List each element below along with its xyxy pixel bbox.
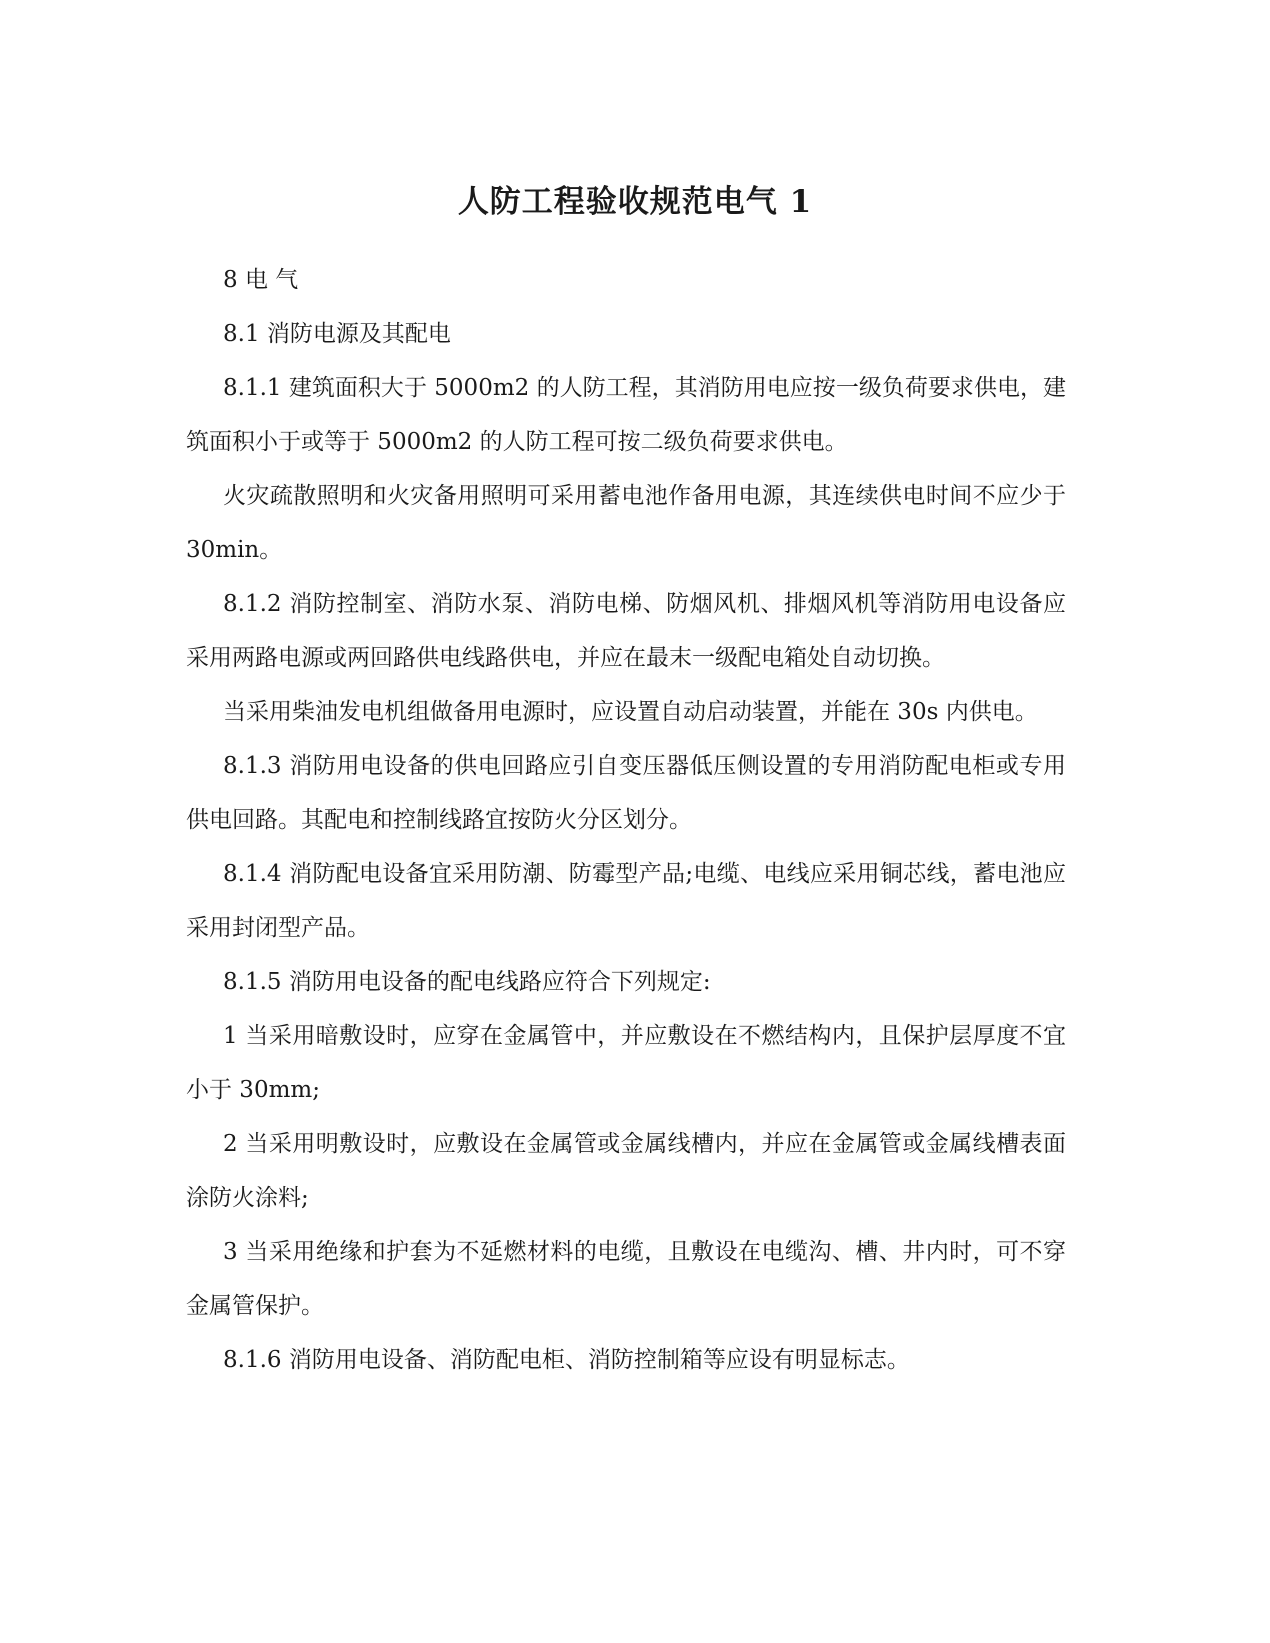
section-heading: 8 电 气 bbox=[223, 267, 299, 293]
list-item: 1 当采用暗敷设时，应穿在金属管中，并应敷设在不燃结构内，且保护层厚度不宜小于 30mm; bbox=[186, 1023, 1066, 1103]
paragraph: 8.1.2 消防控制室、消防水泵、消防电梯、防烟风机、排烟风机等消防用电设备应采用两路电源或两回路供电线路供电，并应在最末一级配电箱处自动切换。 bbox=[186, 591, 1066, 671]
paragraph: 8.1.3 消防用电设备的供电回路应引自变压器低压侧设置的专用消防配电柜或专用供电回路。其配电和控制线路宜按防火分区划分。 bbox=[186, 753, 1066, 833]
list-item: 3 当采用绝缘和护套为不延燃材料的电缆，且敷设在电缆沟、槽、井内时，可不穿金属管保护。 bbox=[186, 1239, 1066, 1319]
subsection-heading: 8.1 消防电源及其配电 bbox=[223, 321, 451, 347]
paragraph: 8.1.6 消防用电设备、消防配电柜、消防控制箱等应设有明显标志。 bbox=[223, 1347, 910, 1373]
paragraph: 8.1.1 建筑面积大于 5000m2 的人防工程，其消防用电应按一级负荷要求供电，建筑面积小于或等于 5000m2 的人防工程可按二级负荷要求供电。 bbox=[186, 375, 1066, 455]
paragraph: 火灾疏散照明和火灾备用照明可采用蓄电池作备用电源，其连续供电时间不应少于 30min。 bbox=[186, 483, 1066, 563]
document-title: 人防工程验收规范电气 1 bbox=[457, 184, 813, 220]
paragraph: 当采用柴油发电机组做备用电源时，应设置自动启动装置，并能在 30s 内供电。 bbox=[223, 699, 1038, 725]
list-item: 2 当采用明敷设时，应敷设在金属管或金属线槽内，并应在金属管或金属线槽表面涂防火涂料; bbox=[186, 1131, 1066, 1211]
paragraph: 8.1.5 消防用电设备的配电线路应符合下列规定: bbox=[223, 969, 711, 995]
document-body bbox=[186, 253, 1066, 1387]
paragraph: 8.1.4 消防配电设备宜采用防潮、防霉型产品;电缆、电线应采用铜芯线，蓄电池应采用封闭型产品。 bbox=[186, 861, 1066, 941]
